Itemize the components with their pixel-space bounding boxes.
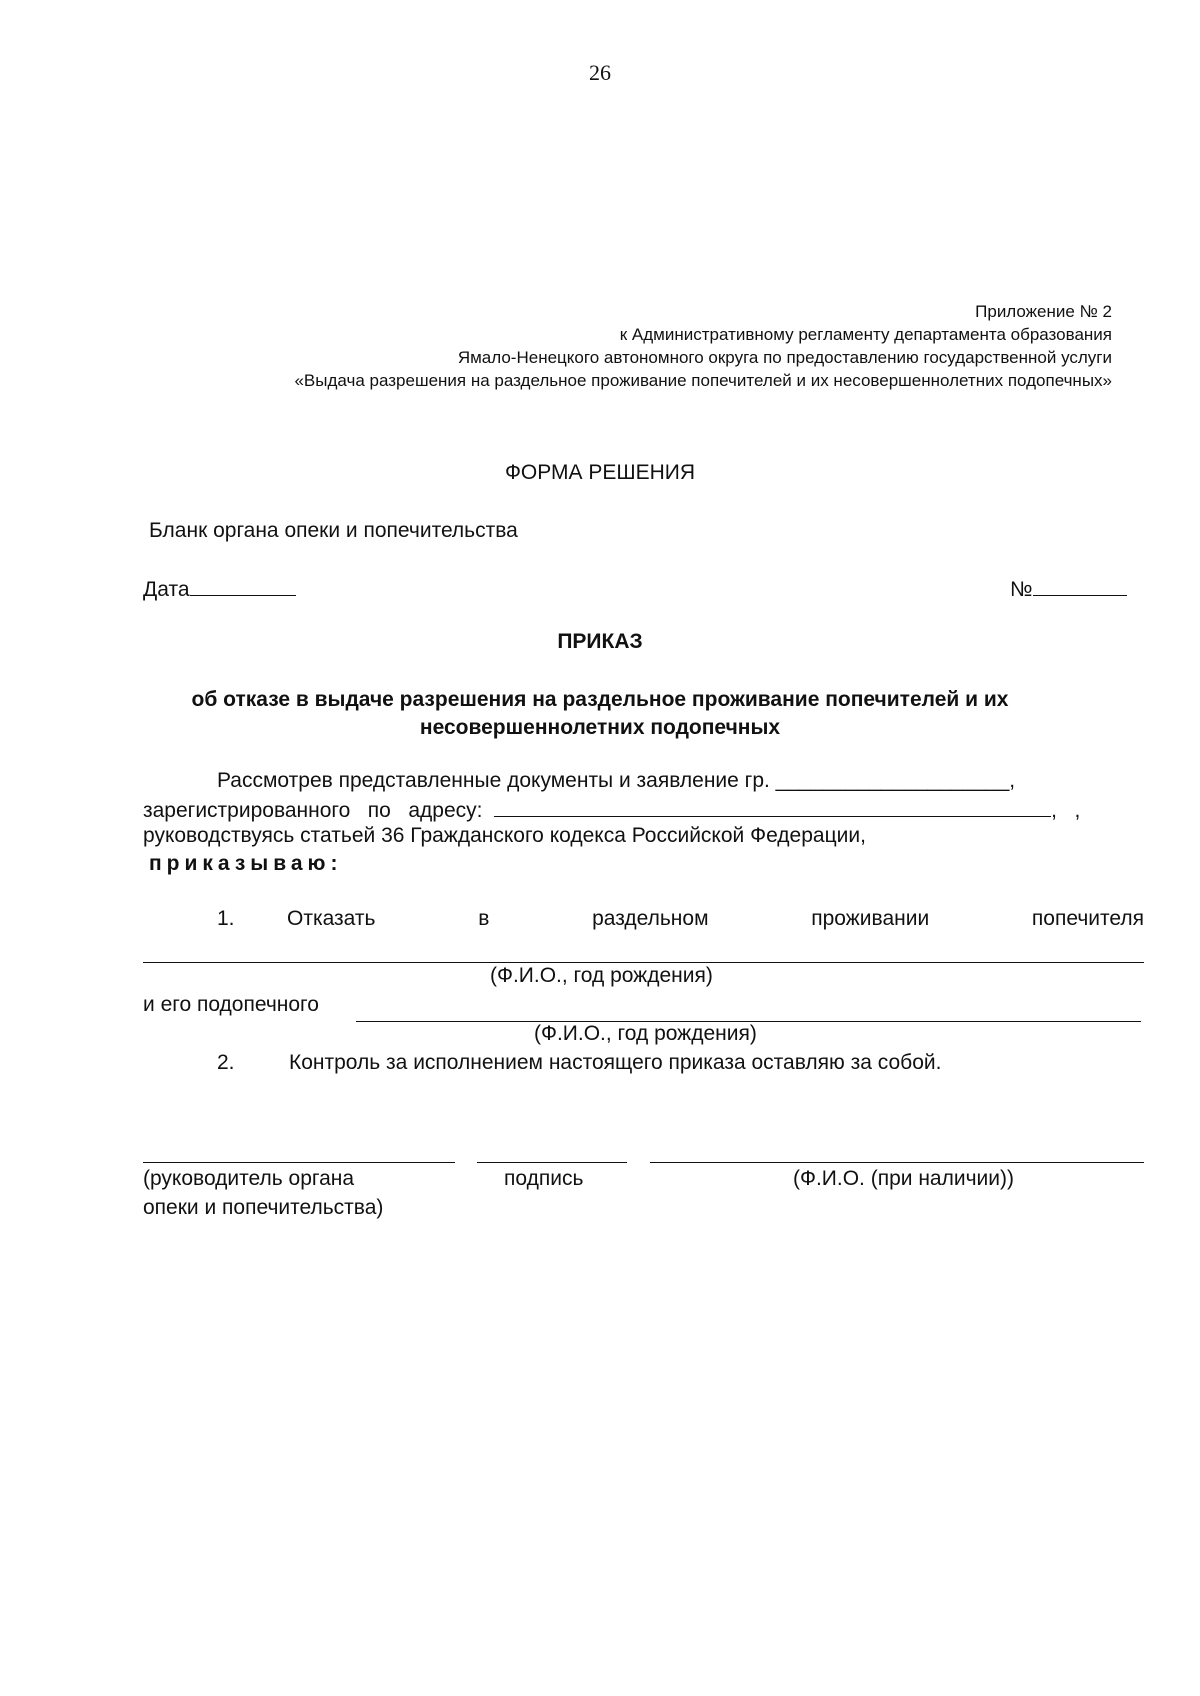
head-label-line: (руководитель органа (143, 1167, 355, 1190)
body-line: руководствуясь статьей 36 Гражданского кодекса Российской Федерации, (143, 824, 866, 847)
appendix-line: «Выдача разрешения на раздельное проживание попечителей и их несовершеннолетних подопечных» (294, 371, 1112, 390)
date-blank-line (190, 575, 296, 596)
form-title: ФОРМА РЕШЕНИЯ (504, 461, 696, 484)
order-item-1 (143, 907, 1144, 931)
item-number: 1. (217, 907, 235, 930)
head-label (143, 1164, 383, 1222)
order-title: ПРИКАЗ (557, 630, 643, 653)
page-number: 26 (589, 60, 611, 85)
address-label: зарегистрированного по адресу: (143, 799, 495, 822)
appendix-line: Приложение № 2 (975, 302, 1112, 321)
address-line (143, 796, 1080, 823)
fio-signature-line (650, 1162, 1144, 1163)
appendix-line: к Административному регламенту департамента образования (619, 325, 1112, 344)
number-blank-line (1033, 575, 1127, 596)
item-word: попечителя (1031, 907, 1144, 930)
item-word: проживании (811, 907, 930, 930)
date-label: Дата (143, 578, 190, 601)
body-line: Рассмотрев представленные документы и заявление гр. ____________________, (217, 769, 1016, 792)
head-label-line: опеки и попечительства) (143, 1196, 384, 1219)
order-subtitle-line: несовершеннолетних подопечных (419, 716, 781, 739)
fio-caption: (Ф.И.О., год рождения) (534, 1022, 757, 1045)
appendix-block (112, 300, 1112, 392)
date-field (143, 575, 296, 602)
blank-label: Бланк органа опеки и попечительства (149, 519, 518, 542)
orders-word: приказываю: (149, 852, 343, 875)
item-word: раздельном (592, 907, 709, 930)
signature-line (477, 1162, 627, 1163)
order-item-2: Контроль за исполнением настоящего приказа оставляю за собой. (289, 1051, 942, 1074)
appendix-line: Ямало-Ненецкого автономного округа по предоставлению государственной услуги (457, 348, 1112, 367)
fio-label: (Ф.И.О. (при наличии)) (793, 1167, 1014, 1190)
item-number: 2. (217, 1051, 235, 1074)
guardian-fio-line (143, 962, 1144, 963)
item-word: Отказать (287, 907, 376, 930)
order-subtitle (0, 686, 1200, 742)
number-field (1010, 575, 1127, 602)
sign-label: подпись (504, 1167, 584, 1190)
order-subtitle-line: об отказе в выдаче разрешения на раздельное проживание попечителей и их (191, 688, 1009, 711)
ward-label: и его подопечного (143, 993, 319, 1016)
item-word: в (478, 907, 490, 930)
fio-caption: (Ф.И.О., год рождения) (490, 964, 713, 987)
address-line-end: , , (1051, 799, 1081, 822)
address-blank-line (494, 796, 1051, 817)
head-signature-line (143, 1162, 455, 1163)
number-label: № (1010, 578, 1033, 601)
